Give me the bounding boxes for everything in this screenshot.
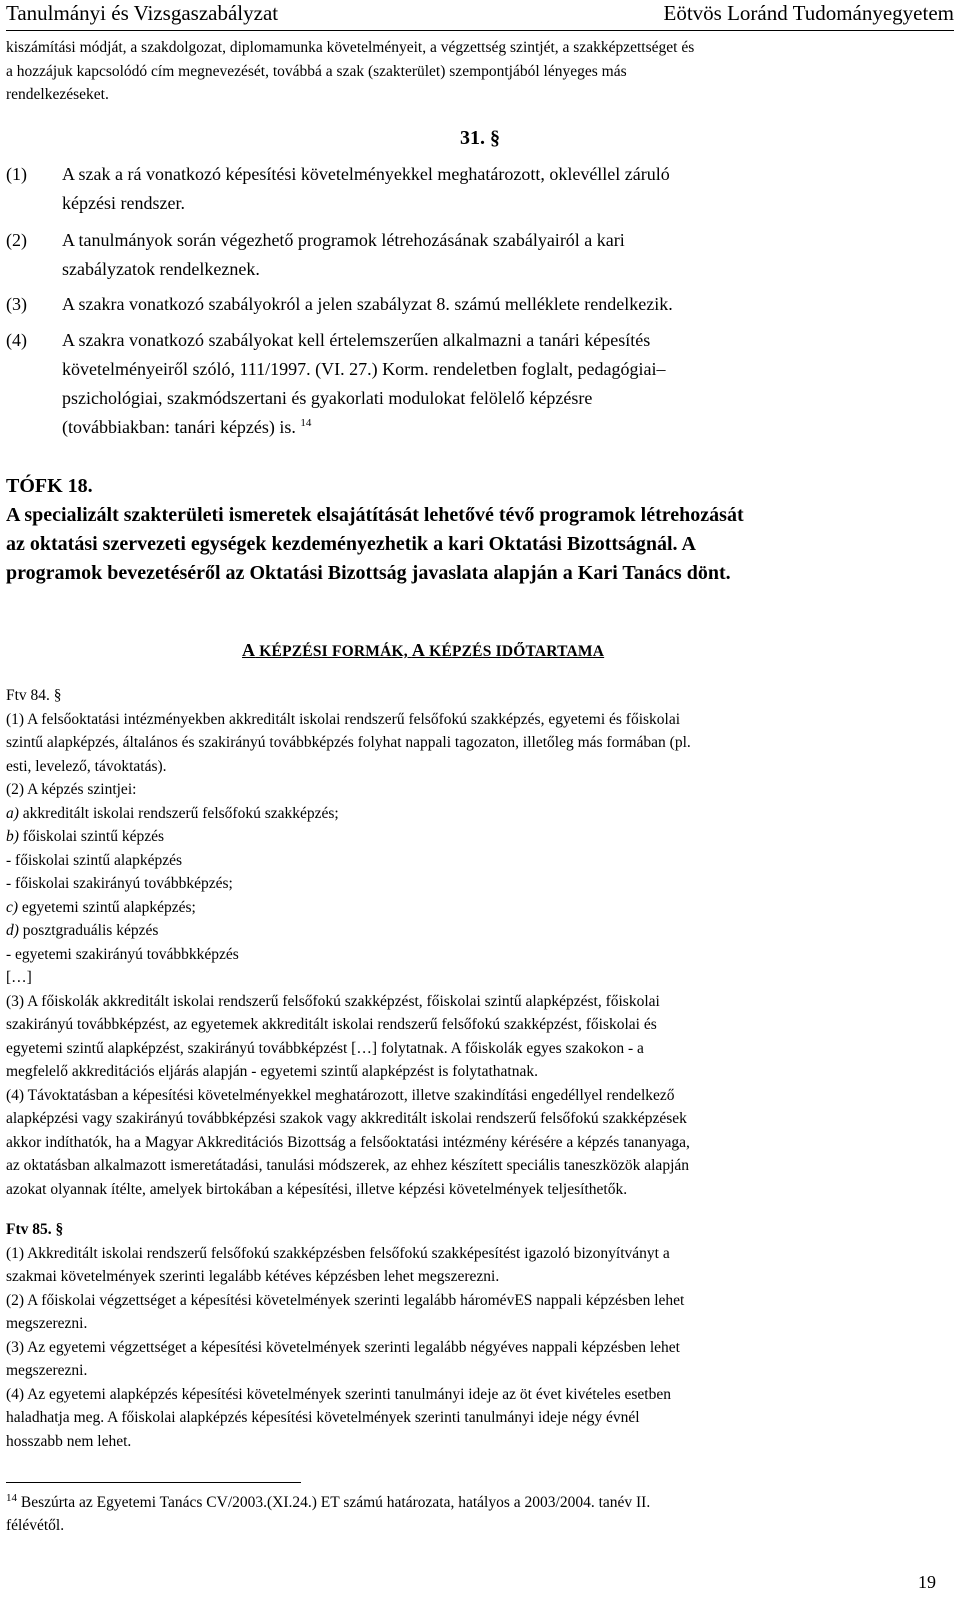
ftv84-heading: Ftv 84. §	[6, 687, 62, 704]
text-line: szintű alapképzés, általános és szakirányú továbbképzés folyhat nappali tagozaton, illetőleg más formában (pl.	[6, 734, 691, 751]
text-line: követelményeiről szóló, 111/1997. (VI. 27.) Korm. rendeletben foglalt, pedagógiai–	[62, 359, 666, 379]
sec31-item-2	[6, 226, 938, 284]
list-text: egyetemi szintű alapképzés;	[18, 898, 196, 916]
text-line: megszerezni.	[6, 1362, 88, 1379]
tofk-block	[6, 472, 938, 588]
text-line: A szakra vonatkozó szabályokat kell értelemszerűen alkalmazni a tanári képesítés	[62, 330, 651, 350]
intro-paragraph	[6, 36, 938, 107]
sec31-item-1	[6, 160, 938, 218]
text-line: A specializált szakterületi ismeretek elsajátítását lehetővé tévő programok létrehozását	[6, 504, 744, 526]
title-text: KÉPZÉSI FORMÁK,	[255, 643, 412, 660]
footnote	[6, 1491, 938, 1537]
text-segment: (továbbiakban: tanári képzés) is.	[62, 417, 296, 437]
footnote-divider	[6, 1482, 301, 1483]
list-item	[6, 896, 938, 920]
text-line: egyetemi szintű alapképzést, szakirányú továbbképzést […] folytatnak. A főiskolák egyes szakokon - a	[6, 1039, 644, 1057]
item-number: (2)	[6, 230, 27, 250]
page-number: 19	[918, 1572, 936, 1592]
item-number: (3)	[6, 294, 27, 314]
list-item	[6, 872, 938, 896]
list-marker: d)	[6, 922, 19, 939]
list-text: főiskolai szintű képzés	[18, 828, 164, 845]
text-line: (1) Akkreditált iskolai rendszerű felsőfokú szakképzésben felsőfokú szakképesítést igazoló bizonyítványt a	[6, 1244, 670, 1262]
text-line: A szakra vonatkozó szabályokról a jelen szabályzat 8. számú melléklete rendelkezik.	[62, 294, 673, 314]
text-line: hosszabb nem lehet.	[6, 1432, 132, 1450]
list-item	[6, 849, 938, 873]
sec31-item-3	[6, 290, 938, 319]
list-item	[6, 966, 938, 990]
ftv85-heading: Ftv 85. §	[6, 1221, 64, 1238]
text-line: (1) A felsőoktatási intézményekben akkreditált iskolai rendszerű felsőfokú szakképzés, egyetemi és főiskolai	[6, 710, 681, 728]
text-line: programok bevezetéséről az Oktatási Bizottság javaslata alapján a Kari Tanács dönt.	[6, 562, 731, 584]
ftv85-block	[6, 1218, 938, 1453]
list-item	[6, 943, 938, 967]
list-text: posztgraduális képzés	[18, 922, 159, 939]
text-line: A szak a rá vonatkozó képesítési követelményekkel meghatározott, oklevéllel záruló	[62, 164, 670, 184]
list-text: akkreditált iskolai rendszerű felsőfokú szakképzés;	[18, 804, 339, 822]
text-line: haladhatja meg. A főiskolai alapképzés képesítési követelmények szerinti tanulmányi ideje négy évnél	[6, 1409, 640, 1426]
text-line: az oktatásban alkalmazott ismeretátadási, tanulási módszerek, az ehhez készített speciális taneszközök alapján	[6, 1157, 689, 1174]
list-text: - főiskolai szintű alapképzés	[6, 851, 183, 869]
text-line: szakirányú továbbképzést, az egyetemek akkreditált iskolai rendszerű felsőfokú szakképzést, főiskolai és	[6, 1016, 657, 1033]
page-header	[6, 0, 954, 31]
text-line: megszerezni.	[6, 1315, 88, 1332]
tofk-heading: TÓFK 18.	[6, 475, 93, 497]
list-marker: a)	[6, 804, 19, 822]
list-item	[6, 825, 938, 849]
text-line: kiszámítási módját, a szakdolgozat, diplomamunka követelményeit, a végzettség szintjét, a szakképzettséget és	[6, 39, 695, 56]
section-title	[242, 640, 604, 661]
list-item	[6, 919, 938, 943]
text-line: az oktatási szervezeti egységek kezdeményezhetik a kari Oktatási Bizottságnál. A	[6, 533, 696, 555]
text-segment: Beszúrta az Egyetemi Tanács CV/2003.(XI.24.) ET számú határozata, hatályos a 2003/2004. tanév II.	[17, 1494, 651, 1511]
header-left-title: Tanulmányi és Vizsgaszabályzat	[6, 1, 279, 25]
text-line: alapképzési vagy szakirányú továbbképzési szakok vagy akkreditált iskolai rendszerű felsőfokú szakképzések	[6, 1110, 687, 1127]
text-line	[62, 413, 938, 442]
text-line: (3) Az egyetemi végzettséget a képesítési követelmények szerinti legalább négyéves nappali képzésben lehet	[6, 1338, 680, 1356]
text-line: A tanulmányok során végezhető programok létrehozásának szabályairól a kari	[62, 230, 625, 250]
header-right-title: Eötvös Loránd Tudományegyetem	[663, 1, 954, 25]
list-text: - egyetemi szakirányú továbbkképzés	[6, 945, 239, 963]
text-line: félévétől.	[6, 1517, 65, 1534]
text-line: (2) A főiskolai végzettséget a képesítési követelmények szerinti legalább háromévES nappali képzésben lehet	[6, 1291, 685, 1309]
text-line: szakmai követelmények szerinti legalább kétéves képzésben lehet megszerezni.	[6, 1268, 500, 1285]
text-line: megfelelő akkreditációs eljárás alapján - egyetemi szintű alapképzést is folytathatnak.	[6, 1063, 538, 1080]
text-line: szabályzatok rendelkeznek.	[62, 259, 260, 279]
item-number: (1)	[6, 164, 27, 184]
list-marker: c)	[6, 898, 19, 916]
text-line: rendelkezéseket.	[6, 86, 109, 103]
text-line: (4) Távoktatásban a képesítési követelményekkel meghatározott, illetve szakindítási engedéllyel rendelkező	[6, 1086, 675, 1104]
text-line: (4) Az egyetemi alapképzés képesítési követelmények szerinti tanulmányi ideje az öt évet kivételes esetben	[6, 1385, 671, 1403]
title-text: KÉPZÉS IDŐTARTAMA	[425, 643, 605, 660]
section-31-heading: 31. §	[460, 127, 500, 149]
list-text: […]	[6, 969, 32, 986]
item-number: (4)	[6, 330, 27, 350]
text-line: (3) A főiskolák akkreditált iskolai rendszerű felsőfokú szakképzést, főiskolai szintű alapképzést, főiskolai	[6, 992, 660, 1010]
text-line: (2) A képzés szintjei:	[6, 781, 137, 798]
text-line	[6, 1491, 938, 1514]
text-line: esti, levelező, távoktatás).	[6, 757, 167, 775]
text-line: a hozzájuk kapcsolódó cím megnevezését, továbbá a szak (szakterület) szempontjából lényeges más	[6, 62, 627, 80]
text-line: képzési rendszer.	[62, 193, 185, 213]
text-line: pszichológiai, szakmódszertani és gyakorlati modulokat felölelő képzésre	[62, 388, 593, 408]
title-initial: A	[411, 640, 426, 660]
sec31-item-4	[6, 326, 938, 442]
footnote-reference[interactable]: 14	[300, 417, 312, 429]
text-line: azokat olyannak ítélte, amelyek birtokában a képesítési, illetve képzési követelmények teljesíthetők.	[6, 1180, 628, 1198]
list-item	[6, 802, 938, 826]
list-text: - főiskolai szakirányú továbbképzés;	[6, 875, 233, 892]
ftv84-block	[6, 684, 938, 1201]
title-initial: A	[242, 640, 256, 660]
text-line: akkor indíthatók, ha a Magyar Akkreditációs Bizottság a felsőoktatási intézmény kérésére a képzés tananyaga,	[6, 1133, 690, 1151]
list-marker: b)	[6, 828, 19, 845]
footnote-number: 14	[6, 1491, 17, 1504]
